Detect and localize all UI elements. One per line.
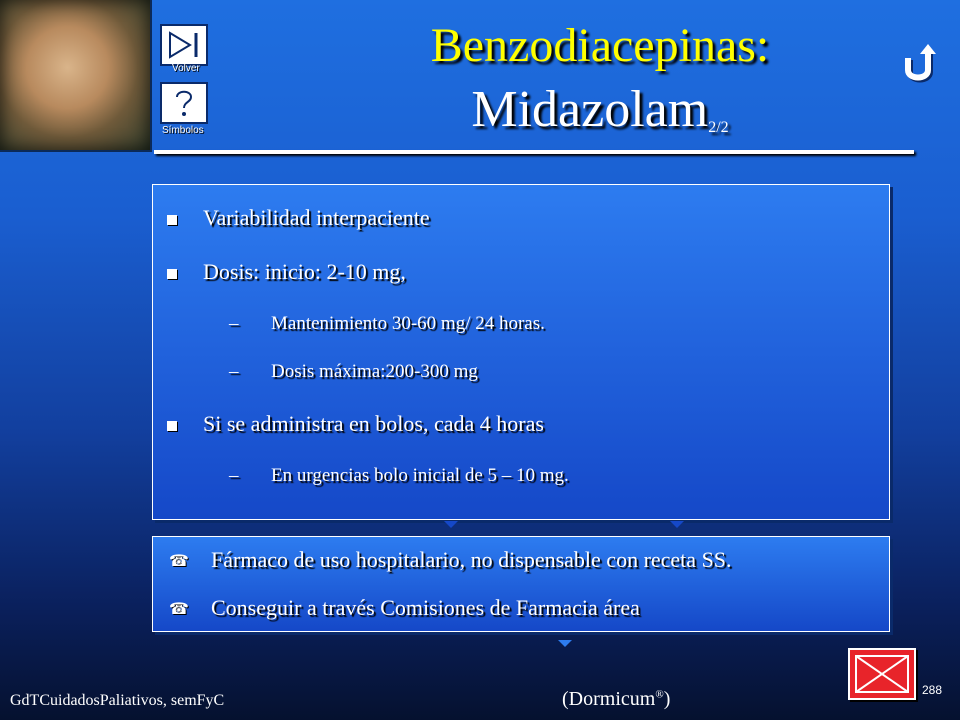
brand-text: Dormicum (568, 688, 656, 710)
registered-mark: ® (655, 688, 664, 701)
volver-label: Volver (172, 63, 200, 74)
title-divider (154, 150, 914, 154)
list-item: Dosis máxima:200-300 mg (271, 361, 478, 382)
brand-name: (Dormicum®) (562, 688, 671, 710)
list-item: Dosis: inicio: 2-10 mg, (203, 259, 406, 284)
main-content-box (152, 184, 890, 520)
list-item: Conseguir a través Comisiones de Farmacia área (211, 595, 640, 620)
bullet-marker (167, 421, 177, 431)
simbolos-label: Símbolos (162, 125, 204, 136)
volver-icon (166, 30, 202, 60)
return-icon[interactable] (900, 44, 940, 84)
question-icon (169, 87, 199, 119)
list-item: En urgencias bolo inicial de 5 – 10 mg. (271, 465, 569, 486)
phone-icon: ☎ (169, 599, 189, 618)
page-number: 288 (922, 683, 943, 697)
page-title: Benzodiacepinas: (430, 19, 770, 72)
list-item: Fármaco de uso hospitalario, no dispensable con receta SS. (211, 547, 732, 572)
exit-button[interactable] (848, 648, 916, 700)
simbolos-button[interactable] (160, 82, 208, 124)
list-item: Variabilidad interpaciente (203, 205, 430, 230)
subtitle-text: Midazolam (471, 81, 709, 138)
bullet-marker (167, 269, 177, 279)
list-item: Si se administra en bolos, cada 4 horas (203, 411, 544, 436)
dash-marker: – (229, 465, 239, 486)
subtitle-suffix: 2/2 (708, 119, 729, 136)
phone-icon: ☎ (169, 551, 189, 570)
portrait-image (0, 0, 152, 152)
list-item: Mantenimiento 30-60 mg/ 24 horas. (271, 313, 545, 334)
dash-marker: – (229, 361, 239, 382)
close-icon (850, 650, 914, 698)
dash-marker: – (229, 313, 239, 334)
connector-arrow (444, 521, 458, 528)
footer-credit: GdTCuidadosPaliativos, semFyC (10, 692, 225, 709)
note-box (152, 536, 890, 632)
bullet-marker (167, 215, 177, 225)
connector-arrow (670, 521, 684, 528)
page-subtitle (380, 80, 820, 139)
volver-button[interactable] (160, 24, 208, 66)
connector-arrow (558, 640, 572, 647)
